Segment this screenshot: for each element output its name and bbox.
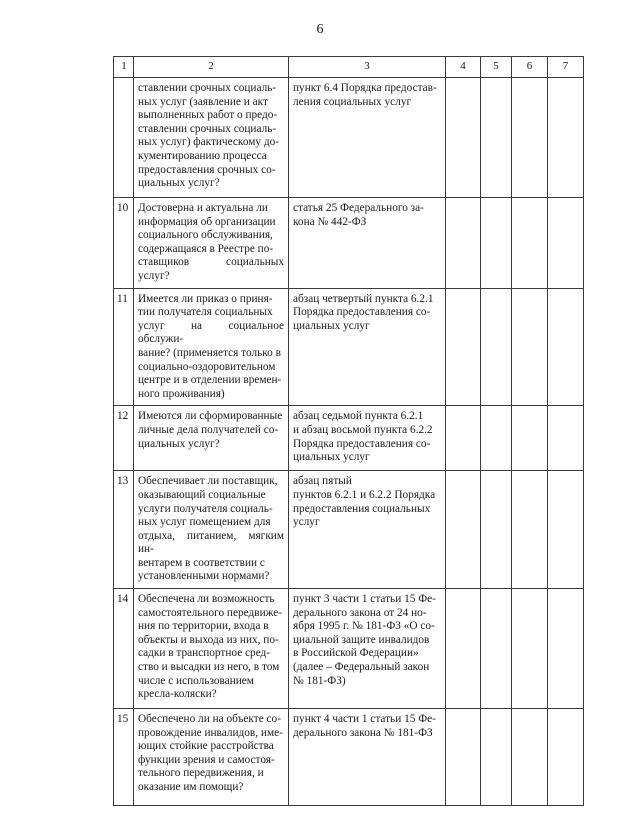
row-number: 13 <box>114 471 134 589</box>
row-number: 15 <box>114 709 134 806</box>
check-cell-5 <box>481 709 512 806</box>
check-cell-7 <box>548 288 584 406</box>
row-reference: абзац пятый пунктов 6.2.1 и 6.2.2 Порядка предоставления социальных услуг <box>293 475 436 529</box>
table-row <box>114 198 584 289</box>
row-reference: пункт 6.4 Порядка предостав- ления социальных услуг <box>293 82 437 108</box>
table-row <box>114 78 584 198</box>
row-number: 10 <box>114 198 134 289</box>
check-cell-5 <box>481 78 512 198</box>
check-cell-5 <box>481 198 512 289</box>
header-cell-2: 2 <box>134 57 289 78</box>
row-question: Имеются ли сформированные личные дела получателей со- циальных услуг? <box>138 410 283 450</box>
check-cell-6 <box>512 406 548 471</box>
check-cell-4 <box>446 288 481 406</box>
check-cell-7 <box>548 406 584 471</box>
check-cell-6 <box>512 288 548 406</box>
row-reference: абзац четвертый пункта 6.2.1 Порядка предоставления со- циальных услуг <box>293 292 434 332</box>
check-cell-4 <box>446 709 481 806</box>
row-number: 14 <box>114 589 134 709</box>
row-question: Обеспечена ли возможность самостоятельного передвиже- ния по территории, входа в объекты и выхода из них, по- садки в транспортное сред- ство и высадки из него, в том числе с использованием кресла-коляски? <box>138 593 283 701</box>
row-number: 11 <box>114 288 134 406</box>
table-row <box>114 589 584 709</box>
check-cell-4 <box>446 78 481 198</box>
check-cell-5 <box>481 288 512 406</box>
check-cell-7 <box>548 198 584 289</box>
check-cell-7 <box>548 709 584 806</box>
row-reference: статья 25 Федерального за- кона № 442-ФЗ <box>293 202 424 228</box>
page-number: 6 <box>316 22 324 37</box>
row-question: ставлении срочных социаль- ных услуг (заявление и акт выполненных работ о предо- ставлении срочных социаль- ных услуг) фактическому до- кументированию процесса предоставления срочных со- циальных услуг? <box>138 82 280 190</box>
check-cell-6 <box>512 78 548 198</box>
check-cell-6 <box>512 471 548 589</box>
table-header-row <box>114 57 584 78</box>
row-question: Обеспечивает ли поставщик, оказывающий социальные услуги получателя социаль- ных услуг помещением для отдыха, питанием, мягким ин- вентарем в соответствии с установленными нормами? <box>138 475 284 583</box>
table-row <box>114 471 584 589</box>
table-row <box>114 288 584 406</box>
row-reference: пункт 4 части 1 статьи 15 Фе- дерального закона № 181-ФЗ <box>293 713 436 739</box>
header-cell-5: 5 <box>481 57 512 78</box>
check-cell-4 <box>446 589 481 709</box>
check-cell-5 <box>481 589 512 709</box>
check-cell-4 <box>446 406 481 471</box>
header-cell-1: 1 <box>114 57 134 78</box>
row-number <box>114 78 134 198</box>
check-cell-7 <box>548 78 584 198</box>
check-cell-5 <box>481 406 512 471</box>
header-cell-6: 6 <box>512 57 548 78</box>
row-reference: пункт 3 части 1 статьи 15 Фе- дерального закона от 24 но- ября 1995 г. № 181-ФЗ «О со- циальной защите инвалидов в Российской Федерации» (далее – Федеральный закон № 181-ФЗ) <box>293 593 436 687</box>
check-cell-5 <box>481 471 512 589</box>
table-row <box>114 406 584 471</box>
check-cell-7 <box>548 589 584 709</box>
row-question: Обеспечено ли на объекте со- провождение инвалидов, име- ющих стойкие расстройства функции зрения и самостоя- тельного передвижения, и оказание им помощи? <box>138 713 283 794</box>
header-cell-4: 4 <box>446 57 481 78</box>
check-cell-4 <box>446 198 481 289</box>
header-cell-7: 7 <box>548 57 584 78</box>
checklist-body <box>114 57 584 806</box>
header-cell-3: 3 <box>289 57 446 78</box>
check-cell-4 <box>446 471 481 589</box>
checklist-table <box>113 56 584 806</box>
row-question: Достоверна и актуальна ли информация об организации социального обслуживания, содержащаяся в Реестре по- ставщиков социальных услуг? <box>138 202 284 282</box>
row-question: Имеется ли приказ о приня- тии получателя социальных услуг на социальное обслужи- вание? (применяется только в социально-оздоровительном центре и в отделении времен- ного проживания) <box>138 292 284 400</box>
check-cell-6 <box>512 709 548 806</box>
row-number: 12 <box>114 406 134 471</box>
check-cell-7 <box>548 471 584 589</box>
row-reference: абзац седьмой пункта 6.2.1 и абзац восьмой пункта 6.2.2 Порядка предоставления со- циальных услуг <box>293 410 433 464</box>
check-cell-6 <box>512 198 548 289</box>
table-row <box>114 709 584 806</box>
check-cell-6 <box>512 589 548 709</box>
